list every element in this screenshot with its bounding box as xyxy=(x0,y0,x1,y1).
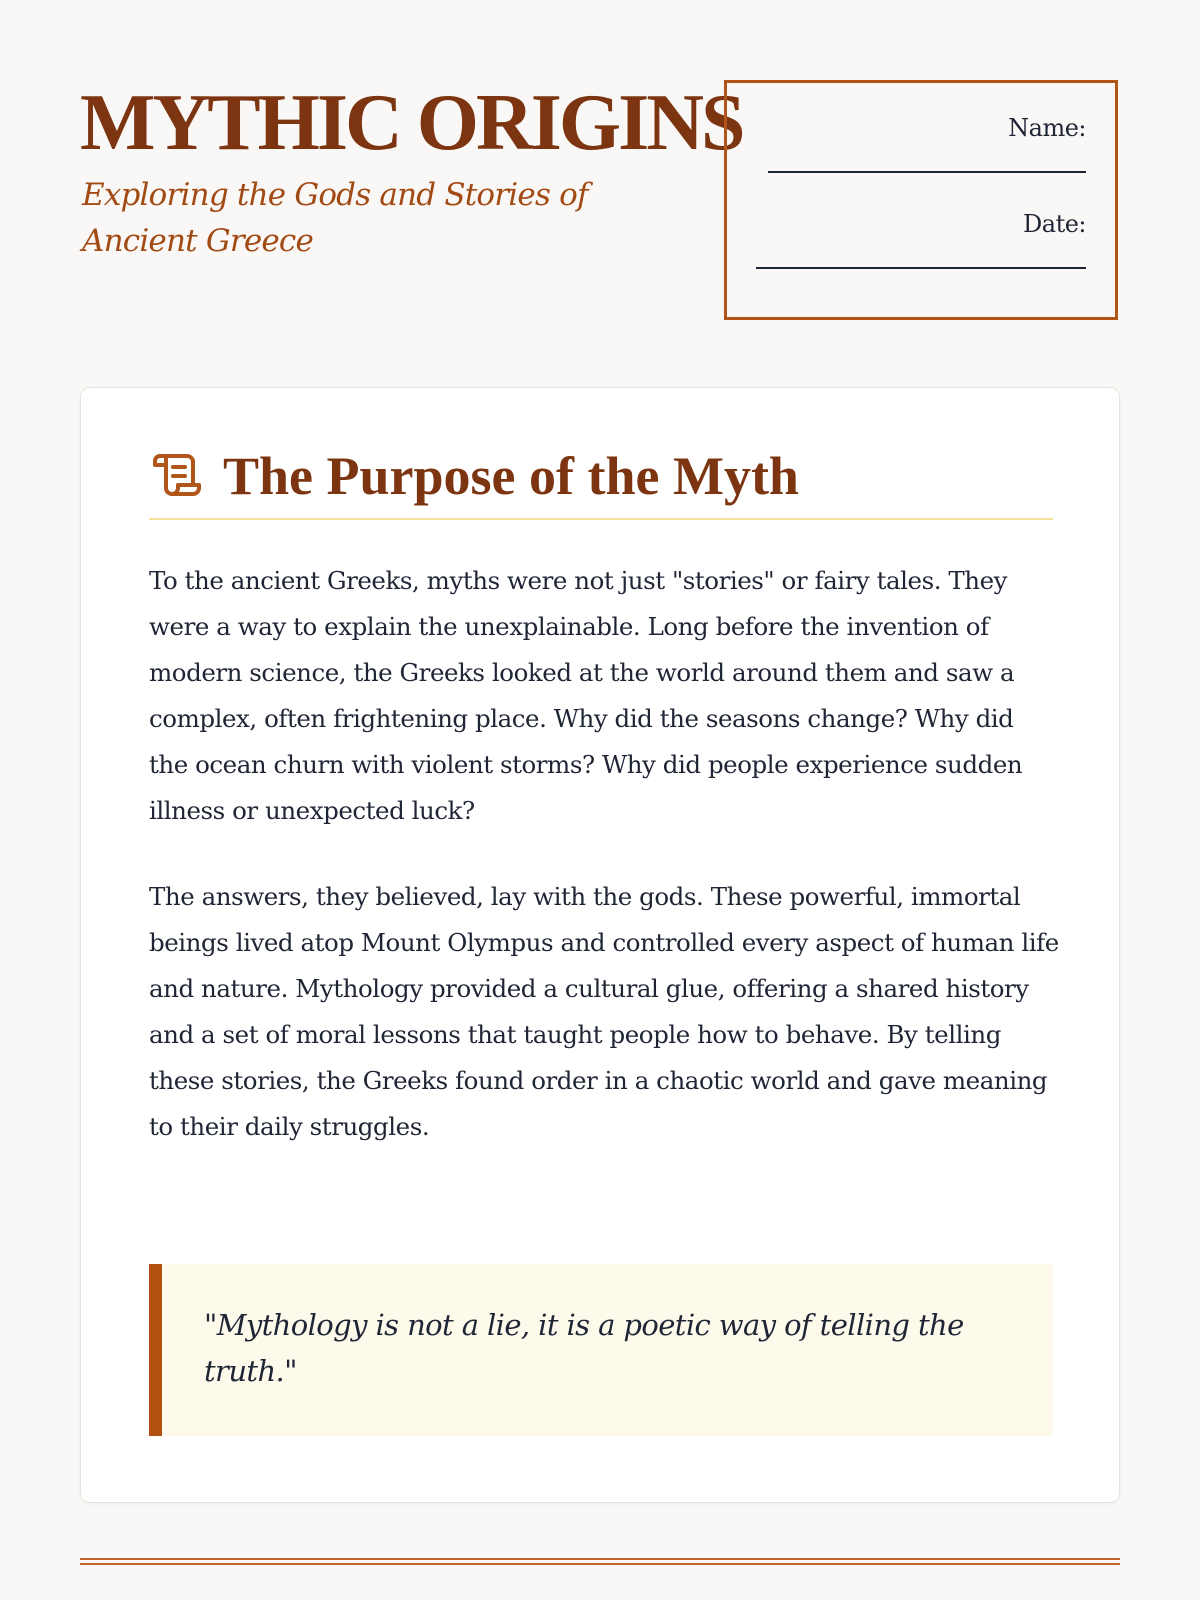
date-line[interactable] xyxy=(756,267,1086,269)
section-heading: The Purpose of the Myth xyxy=(223,446,799,506)
scroll-icon xyxy=(151,450,201,500)
page-subtitle: Exploring the Gods and Stories of Ancient Greece xyxy=(82,177,588,259)
quote-text: "Mythology is not a lie, it is a poetic way of telling the truth." xyxy=(204,1308,964,1388)
name-date-box xyxy=(724,80,1118,320)
footer-divider xyxy=(80,1558,1120,1565)
content-card xyxy=(80,387,1120,1503)
paragraph-2: The answers, they believed, lay with the gods. These powerful, immortal beings lived atop Mount Olympus and controlled every aspect of human life and nature. Mythology provided a cultural glue, offering a shared history and a set of moral lessons that taught people how to behave. By telling these stories, the Greeks found order in a chaotic world and gave meaning to their daily struggles. xyxy=(149,882,1059,1141)
name-line[interactable] xyxy=(768,171,1086,173)
date-label: Date: xyxy=(1023,210,1086,238)
section-header xyxy=(149,446,1053,520)
quote-block xyxy=(149,1264,1053,1436)
name-label: Name: xyxy=(1008,114,1086,142)
page-title: MYTHIC ORIGINS xyxy=(80,79,743,167)
paragraph-1: To the ancient Greeks, myths were not just "stories" or fairy tales. They were a way to explain the unexplainable. Long before the invention of modern science, the Greeks looked at the world around them and saw a complex, often frightening place. Why did the seasons change? Why did the ocean churn with violent storms? Why did people experience sudden illness or unexpected luck? xyxy=(149,566,1023,825)
